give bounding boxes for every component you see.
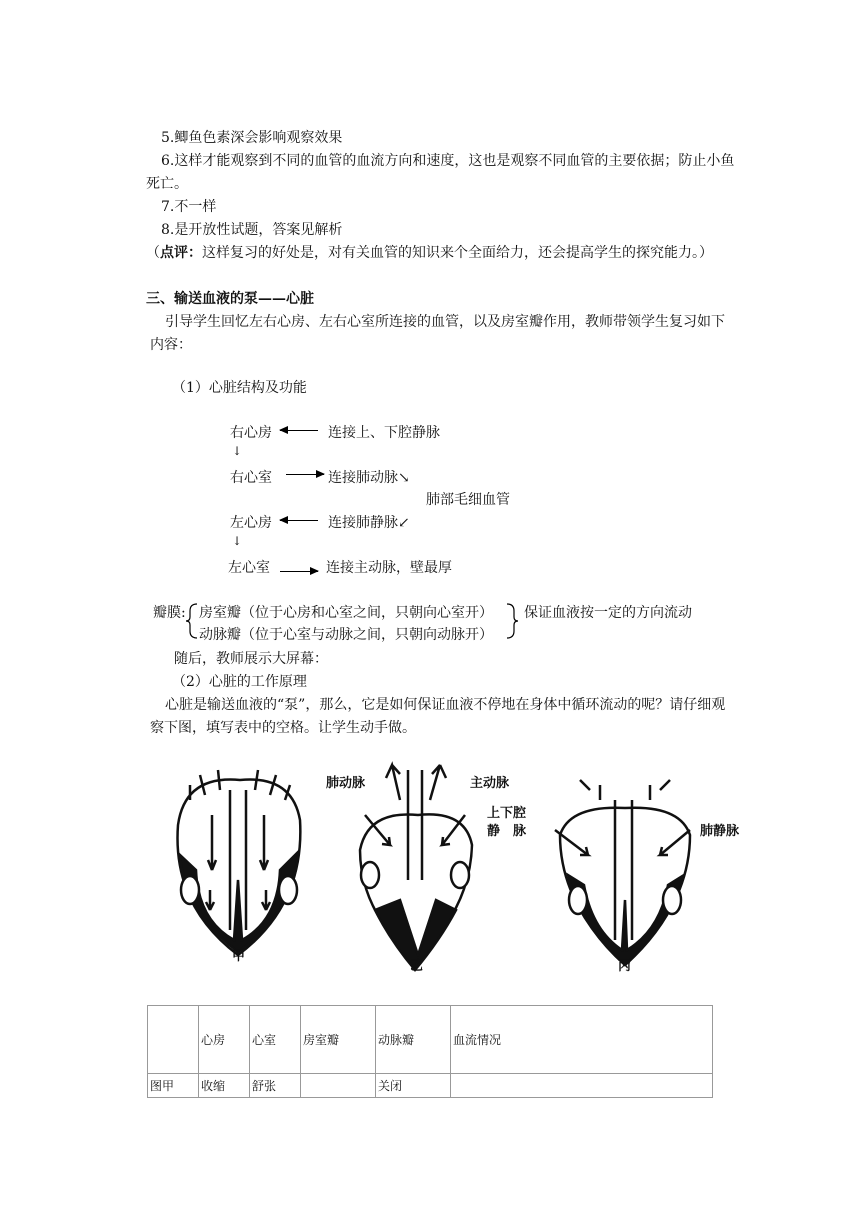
valves-purpose: 保证血液按一定的方向流动 bbox=[524, 605, 692, 621]
right-ventricle-link: 连接肺动脉↘ bbox=[328, 470, 410, 486]
table-cell: 图甲 bbox=[148, 1074, 199, 1098]
question-paragraph: 心脏是输送血液的“泵”，那么，它是如何保证血液不停地在身体中循环流动的呢？请仔细观察下图，填写表中的空格。让学生动手做。 bbox=[150, 697, 726, 736]
label-pulmonary-vein: 肺静脉 bbox=[700, 824, 740, 839]
comment-text: 这样复习的好处是，对有关血管的知识来个全面给力，还会提高学生的探究能力。） bbox=[202, 245, 713, 261]
arrow-right-icon bbox=[286, 474, 324, 475]
comment-label: 点评： bbox=[160, 245, 202, 261]
section-heading: 三、输送血液的泵——心脏 bbox=[146, 291, 314, 307]
heart-bing bbox=[555, 780, 690, 965]
label-vena-cava-2: 静 脉 bbox=[487, 824, 527, 839]
heart-table bbox=[147, 1005, 713, 1098]
label-aorta: 主动脉 bbox=[470, 776, 510, 791]
table-header-cell: 房室瓣 bbox=[301, 1006, 376, 1074]
comment-paragraph bbox=[146, 242, 736, 265]
table-header-cell bbox=[148, 1006, 199, 1074]
semilunar-valve-text: 动脉瓣（位于心室与动脉之间，只朝向动脉开） bbox=[199, 627, 493, 643]
heart-yi bbox=[360, 765, 472, 970]
table-row bbox=[148, 1074, 713, 1098]
left-ventricle-label: 左心室 bbox=[228, 560, 270, 576]
afterwards-text: 随后，教师展示大屏幕： bbox=[174, 651, 328, 667]
label-jia: 甲 bbox=[232, 949, 246, 964]
table-cell: 舒张 bbox=[250, 1074, 301, 1098]
answer-6: 6.这样才能观察到不同的血管的血流方向和速度，这也是观察不同血管的主要依据；防止小鱼死亡。 bbox=[146, 153, 735, 192]
right-atrium-link: 连接上、下腔静脉 bbox=[328, 425, 440, 441]
subsection-2-title: （2）心脏的工作原理 bbox=[172, 674, 307, 690]
label-bing: 丙 bbox=[618, 959, 632, 974]
arrow-left-icon bbox=[280, 430, 318, 431]
table-header-cell: 心房 bbox=[199, 1006, 250, 1074]
left-brace-icon bbox=[185, 603, 199, 639]
av-valve-text: 房室瓣（位于心房和心室之间，只朝向心室开） bbox=[199, 605, 493, 621]
section-intro: 引导学生回忆左右心房、左右心室所连接的血管，以及房室瓣作用，教师带领学生复习如下内容： bbox=[150, 314, 725, 353]
left-atrium-link: 连接肺静脉↙ bbox=[328, 515, 410, 531]
table-cell: 关闭 bbox=[376, 1074, 451, 1098]
capillaries-label: 肺部毛细血管 bbox=[426, 492, 510, 508]
table-cell bbox=[301, 1074, 376, 1098]
heart-jia bbox=[178, 770, 301, 955]
right-brace-icon bbox=[505, 603, 519, 639]
right-ventricle-label: 右心室 bbox=[230, 470, 272, 486]
label-pulmonary-artery: 肺动脉 bbox=[326, 776, 366, 791]
valves-label: 瓣膜: bbox=[153, 605, 186, 621]
left-atrium-label: 左心房 bbox=[230, 515, 272, 531]
arrow-left-icon bbox=[280, 520, 318, 521]
table-header-row bbox=[148, 1006, 713, 1074]
arrow-right-icon bbox=[280, 571, 318, 572]
label-yi: 乙 bbox=[410, 959, 424, 974]
comment-open: （ bbox=[146, 245, 160, 261]
left-ventricle-link: 连接主动脉，壁最厚 bbox=[326, 560, 452, 576]
subsection-1-title: （1）心脏结构及功能 bbox=[172, 380, 307, 396]
heart-diagrams bbox=[160, 760, 780, 985]
table-header-cell: 血流情况 bbox=[451, 1006, 713, 1074]
answer-5: 5.鲫鱼色素深会影响观察效果 bbox=[161, 130, 343, 146]
table-header-cell: 动脉瓣 bbox=[376, 1006, 451, 1074]
table-cell bbox=[451, 1074, 713, 1098]
table-cell: 收缩 bbox=[199, 1074, 250, 1098]
down-arrow-icon: ↓ bbox=[232, 534, 243, 548]
table-header-cell: 心室 bbox=[250, 1006, 301, 1074]
right-atrium-label: 右心房 bbox=[230, 425, 272, 441]
down-arrow-icon: ↓ bbox=[232, 444, 243, 458]
label-vena-cava-1: 上下腔 bbox=[487, 806, 527, 821]
answer-7: 7.不一样 bbox=[161, 199, 217, 215]
answer-8: 8.是开放性试题，答案见解析 bbox=[161, 222, 343, 238]
